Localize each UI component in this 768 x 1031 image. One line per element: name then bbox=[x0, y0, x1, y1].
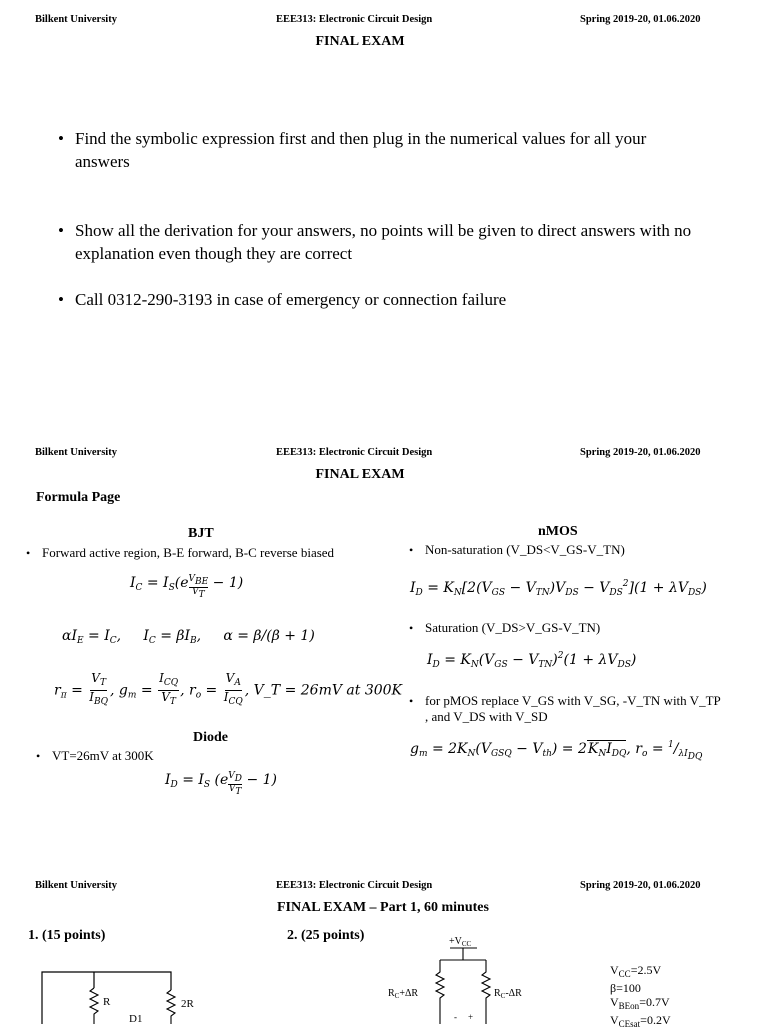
nmos-nonsaturation-text: Non-saturation (V_DS<V_GS-V_TN) bbox=[425, 542, 625, 557]
resistor-r-symbol bbox=[90, 988, 98, 1024]
nmos-nonsaturation-equation: $I_D = K_N[2(V_{GS} - V_{TN})V_{DS} - V_{DS}^2](1 + \lambda V_{DS})$ bbox=[410, 579, 707, 598]
mosfet-small-signal-equation: $g_m = 2K_N(V_{GSQ} - V_{th}) = 2K_NI_{DQ}$, $r_o = ^1/_{\lambda I_{DQ}}$ bbox=[410, 740, 703, 762]
bjt-small-signal-parameters: $r_\pi$ = $\frac{V_T}{I_{BQ}}$ , $g_m$ = $\frac{I_{CQ}}{V_T}$ , $r_o$ = $\frac{V_A}{I_{CQ}}$ , V_T = 26mV at 300K bbox=[54, 671, 403, 707]
bjt-collector-current-equation: $I_C = I_S(e$ $V_{BE}$ $V_T$ − 1) bbox=[130, 574, 244, 600]
param-vbeon: $V_{BEon}=0.7V$ bbox=[610, 995, 670, 1011]
bullet-dot: • bbox=[58, 129, 64, 148]
bullet-dot: • bbox=[409, 694, 414, 708]
instruction-text: Show all the derivation for your answers, no points will be given to direct answers with no explanation even though they are correct bbox=[75, 221, 692, 263]
param-vcesat: $V_{CEsat}=0.2V$ bbox=[610, 1013, 671, 1029]
bullet-dot: • bbox=[409, 621, 414, 635]
instruction-item bbox=[58, 219, 695, 265]
resistor-right-label: $R_C-\Delta R$ bbox=[494, 988, 522, 1000]
output-plus: + bbox=[468, 1012, 474, 1022]
diode-bullet-text: VT=26mV at 300K bbox=[52, 748, 154, 763]
vcc-label: $+V_{CC}$ bbox=[449, 936, 472, 948]
header-term-date: Spring 2019-20, 01.06.2020 bbox=[580, 447, 701, 458]
header-course: EEE313: Electronic Circuit Design bbox=[276, 447, 433, 458]
diode-d1-label: D1 bbox=[129, 1013, 143, 1024]
pmos-note-text: for pMOS replace V_GS with V_SG, -V_TN with V_TP , and V_DS with V_SD bbox=[425, 693, 721, 724]
header-term-date: Spring 2019-20, 01.06.2020 bbox=[580, 14, 701, 25]
nmos-heading: nMOS bbox=[538, 524, 578, 539]
question-2-heading: 2. (25 points) bbox=[287, 928, 365, 943]
diode-heading: Diode bbox=[193, 730, 228, 745]
param-beta: β=100 bbox=[610, 981, 641, 995]
resistor-2r-label: 2R bbox=[181, 998, 194, 1010]
question-2-parameters bbox=[610, 963, 671, 1031]
header-university: Bilkent University bbox=[35, 880, 117, 891]
header-course: EEE313: Electronic Circuit Design bbox=[276, 14, 433, 25]
bullet-dot: • bbox=[58, 290, 64, 309]
question-1-heading: 1. (15 points) bbox=[28, 928, 106, 943]
bjt-bullet-text: Forward active region, B-E forward, B-C reverse biased bbox=[42, 545, 335, 560]
thermal-voltage-value: V_T = 26mV at 300K bbox=[253, 682, 403, 699]
nmos-saturation-text: Saturation (V_DS>V_GS-V_TN) bbox=[425, 620, 601, 635]
question-2-circuit bbox=[380, 930, 530, 1024]
header-university: Bilkent University bbox=[35, 14, 117, 25]
instruction-text: Call 0312-290-3193 in case of emergency or connection failure bbox=[75, 290, 507, 309]
exam-title: FINAL EXAM bbox=[315, 34, 405, 49]
resistor-2r-symbol bbox=[167, 990, 175, 1024]
bullet-dot: • bbox=[58, 221, 64, 240]
output-minus: - bbox=[454, 1012, 457, 1022]
exam-title: FINAL EXAM bbox=[315, 467, 405, 482]
question-1-circuit bbox=[30, 960, 210, 1024]
nmos-nonsaturation-bullet bbox=[409, 542, 625, 558]
bjt-heading: BJT bbox=[188, 526, 214, 541]
exam-part-title: FINAL EXAM – Part 1, 60 minutes bbox=[277, 900, 489, 915]
diode-bullet bbox=[36, 748, 154, 764]
resistor-r-label: R bbox=[103, 996, 111, 1008]
bullet-dot: • bbox=[36, 749, 41, 763]
nmos-saturation-bullet bbox=[409, 620, 601, 636]
resistor-left-symbol bbox=[436, 960, 444, 1024]
resistor-right-symbol bbox=[482, 960, 490, 1024]
formula-page-heading: Formula Page bbox=[36, 490, 121, 505]
resistor-left-label: $R_C+\Delta R$ bbox=[388, 988, 419, 1000]
bjt-current-relations: $\alpha I_E = I_C$, $I_C = \beta I_B$, α = β/(β + 1) bbox=[62, 628, 315, 646]
instruction-text: Find the symbolic expression first and then plug in the numerical values for all your answers bbox=[75, 129, 647, 171]
instruction-item bbox=[58, 288, 695, 311]
bullet-dot: • bbox=[26, 546, 31, 560]
param-vcc: $V_{CC}=2.5V$ bbox=[610, 963, 662, 979]
nmos-saturation-equation: $I_D = K_N(V_{GS} - V_{TN})^2(1 + \lambda V_{DS})$ bbox=[427, 651, 637, 670]
header-term-date: Spring 2019-20, 01.06.2020 bbox=[580, 880, 701, 891]
header-university: Bilkent University bbox=[35, 447, 117, 458]
instruction-item bbox=[58, 127, 695, 173]
header-course: EEE313: Electronic Circuit Design bbox=[276, 880, 433, 891]
bjt-bullet bbox=[26, 545, 335, 561]
bullet-dot: • bbox=[409, 543, 414, 557]
pmos-note-bullet bbox=[409, 693, 725, 725]
diode-current-equation: $I_D = I_S$ (e $\frac{V_D}{V_T}$ − 1) bbox=[165, 771, 278, 797]
